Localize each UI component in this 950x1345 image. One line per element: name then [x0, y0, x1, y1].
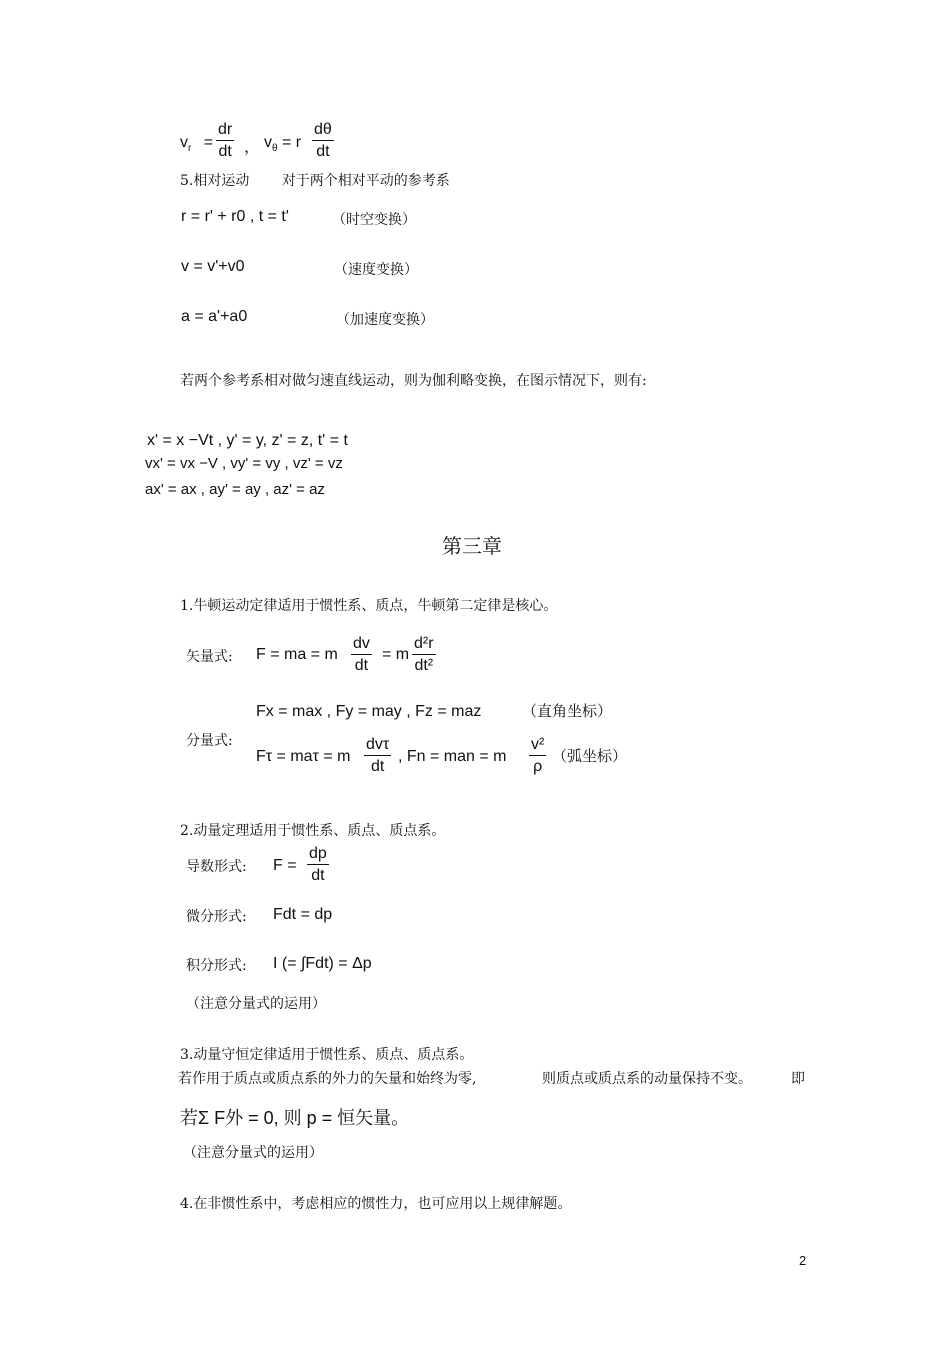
conservation-note: （注意分量式的运用）	[183, 1145, 323, 1161]
cartesian-components: Fx = max , Fy = may , Fz = maz	[256, 703, 482, 720]
differential-form-formula: Fdt = dp	[273, 906, 333, 923]
page-number: 2	[799, 1253, 807, 1268]
derivative-form-lhs: F =	[273, 857, 297, 874]
galilean-position: x' = x −Vt , y' = y, z' = z, t' = t	[147, 432, 348, 449]
velocity-transform-note: （速度变换）	[334, 262, 418, 278]
newton-item: 1.牛顿运动定律适用于惯性系、质点，牛顿第二定律是核心。	[180, 598, 558, 614]
acceleration-transform-formula: a = a'+a0	[181, 308, 248, 325]
position-transform-formula: r = r' + r0 , t = t'	[181, 208, 289, 225]
noninertial-item: 4.在非惯性系中，考虑相应的惯性力，也可应用以上规律解题。	[180, 1196, 572, 1212]
momentum-theorem-note: （注意分量式的运用）	[186, 996, 326, 1012]
derivative-form-fraction: $\frac{dp}{dt}$	[309, 845, 327, 884]
comma: ，	[244, 139, 261, 156]
chapter-title: 第三章	[442, 534, 502, 558]
conservation-text-end: 即	[791, 1071, 805, 1087]
natural-components-left: Fτ = maτ = m	[256, 748, 351, 765]
velocity-transform-formula: v = v'+v0	[181, 258, 245, 275]
integral-form-formula: I (= ∫Fdt) = Δp	[273, 955, 372, 972]
conservation-text-left: 若作用于质点或质点系的外力的矢量和始终为零,	[178, 1071, 477, 1087]
natural-fraction-1: dvτ dt	[366, 736, 390, 775]
differential-form-label: 微分形式:	[186, 909, 247, 925]
vector-form-middle: = m	[382, 646, 410, 663]
integral-form-label: 积分形式:	[186, 958, 247, 974]
momentum-theorem-item: 2.动量定理适用于惯性系、质点、质点系。	[180, 823, 446, 839]
vector-form-fraction-1: $\frac{dv}{dt}$	[353, 635, 370, 674]
vtheta-symbol: $v_\theta = r$	[264, 134, 302, 155]
galilean-intro: 若两个参考系相对做匀速直线运动，则为伽利略变换，在图示情况下，则有:	[180, 373, 647, 389]
vr-symbol: $v_r$ =	[180, 134, 214, 155]
relative-motion-heading: 5.相对运动 对于两个相对平动的参考系	[180, 173, 450, 189]
vtheta-fraction: $\frac{d\theta}{dt}$	[314, 121, 332, 160]
position-transform-note: （时空变换）	[332, 212, 416, 228]
conservation-formula: 若Σ F外 = 0, 则 p = 恒矢量。	[180, 1108, 410, 1128]
vr-fraction: $\frac{dr}{dt}$	[218, 121, 233, 160]
derivative-form-label: 导数形式:	[186, 859, 247, 875]
conservation-text-right: 则质点或质点系的动量保持不变。	[542, 1071, 752, 1087]
acceleration-transform-note: （加速度变换）	[336, 312, 434, 328]
vector-form-left: F = ma = m	[256, 646, 338, 663]
component-form-label: 分量式:	[186, 733, 233, 749]
natural-fraction-2: $\frac{\text{v²}}{\rho}$	[531, 736, 545, 775]
conservation-item: 3.动量守恒定律适用于惯性系、质点、质点系。	[180, 1047, 474, 1063]
vector-form-fraction-2: $\frac{\text{d²r}}{\text{dt²}}$	[414, 635, 434, 674]
cartesian-note: （直角坐标）	[522, 702, 613, 720]
galilean-velocity: vx' = vx −V , vy' = vy , vz' = vz	[145, 455, 343, 472]
natural-components-middle: , Fn = man = m	[398, 748, 507, 765]
vector-form-label: 矢量式:	[186, 649, 233, 665]
natural-note: （弧坐标）	[552, 747, 628, 765]
galilean-acceleration: ax' = ax , ay' = ay , az' = az	[145, 481, 325, 498]
